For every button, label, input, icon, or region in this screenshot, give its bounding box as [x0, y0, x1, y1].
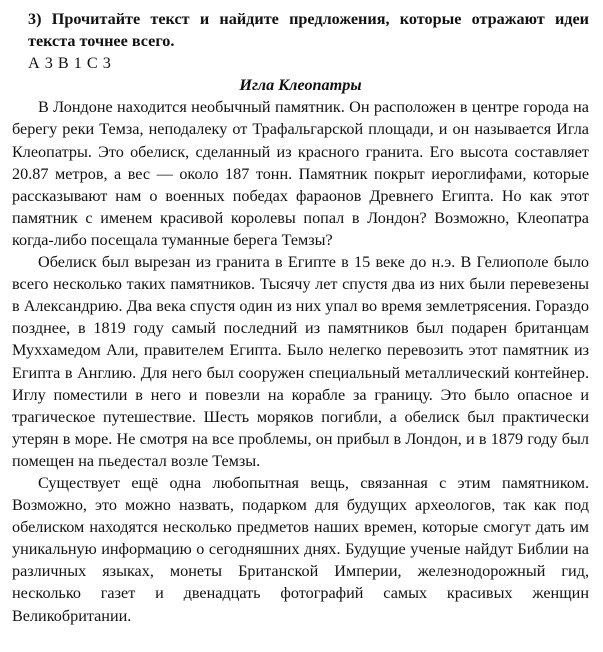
article-paragraph: Обелиск был вырезан из гранита в Египте в 15 веке до н.э. В Гелиополе было всего несколько таких памятников. Тысячу лет спустя два из них были перевезены в Александрию. Два века спустя один из них упал во время землетрясения. Гораздо позднее, в 1819 году самый последний из памятников был подарен британцам Муххамедом Али, правителем Египта. Было нелегко перевозить этот памятник из Египта в Англию. Для него был сооружен специальный металлический контейнер. Иглу поместили в него и повезли на корабле за границу. Это было опасное и трагическое путешествие. Шесть моряков погибли, а обелиск был практически утерян в море. Не смотря на все проблемы, он прибыл в Лондон, и в 1879 году был помещен на пьедестал возле Темзы. — [12, 253, 589, 470]
answer-key: А 3 В 1 С 3 — [28, 54, 112, 73]
article-title: Игла Клеопатры — [239, 76, 362, 95]
task-instruction: 3) Прочитайте текст и найдите предложения, которые отражают идеи текста точнее всего. — [28, 10, 589, 51]
article-paragraph: В Лондоне находится необычный памятник. Он расположен в центре города на берегу реки Темза, неподалеку от Трафальгарской площади, и он называется Игла Клеопатры. Это обелиск, сделанный из красного гранита. Его высота составляет 20.87 метров, а вес — около 187 тонн. Памятник покрыт иероглифами, которые рассказывают нам о военных победах фараонов Древнего Египта. Но как этот памятник с именем красивой королевы попал в Лондон? Возможно, Клеопатра когда-либо посещала туманные берега Темзы? — [12, 98, 589, 249]
article-paragraph: Существует ещё одна любопытная вещь, связанная с этим памятником. Возможно, это можно назвать, подарком для будущих археологов, так как под обелиском находятся несколько предметов наших времен, которые смогут дать им уникальную информацию о сегодняшних днях. Будущие ученые найдут Библии на различных языках, монеты Британской Империи, железнодорожный гид, несколько газет и двенадцать фотографий самых красивых женщин Великобритании. — [12, 473, 589, 625]
